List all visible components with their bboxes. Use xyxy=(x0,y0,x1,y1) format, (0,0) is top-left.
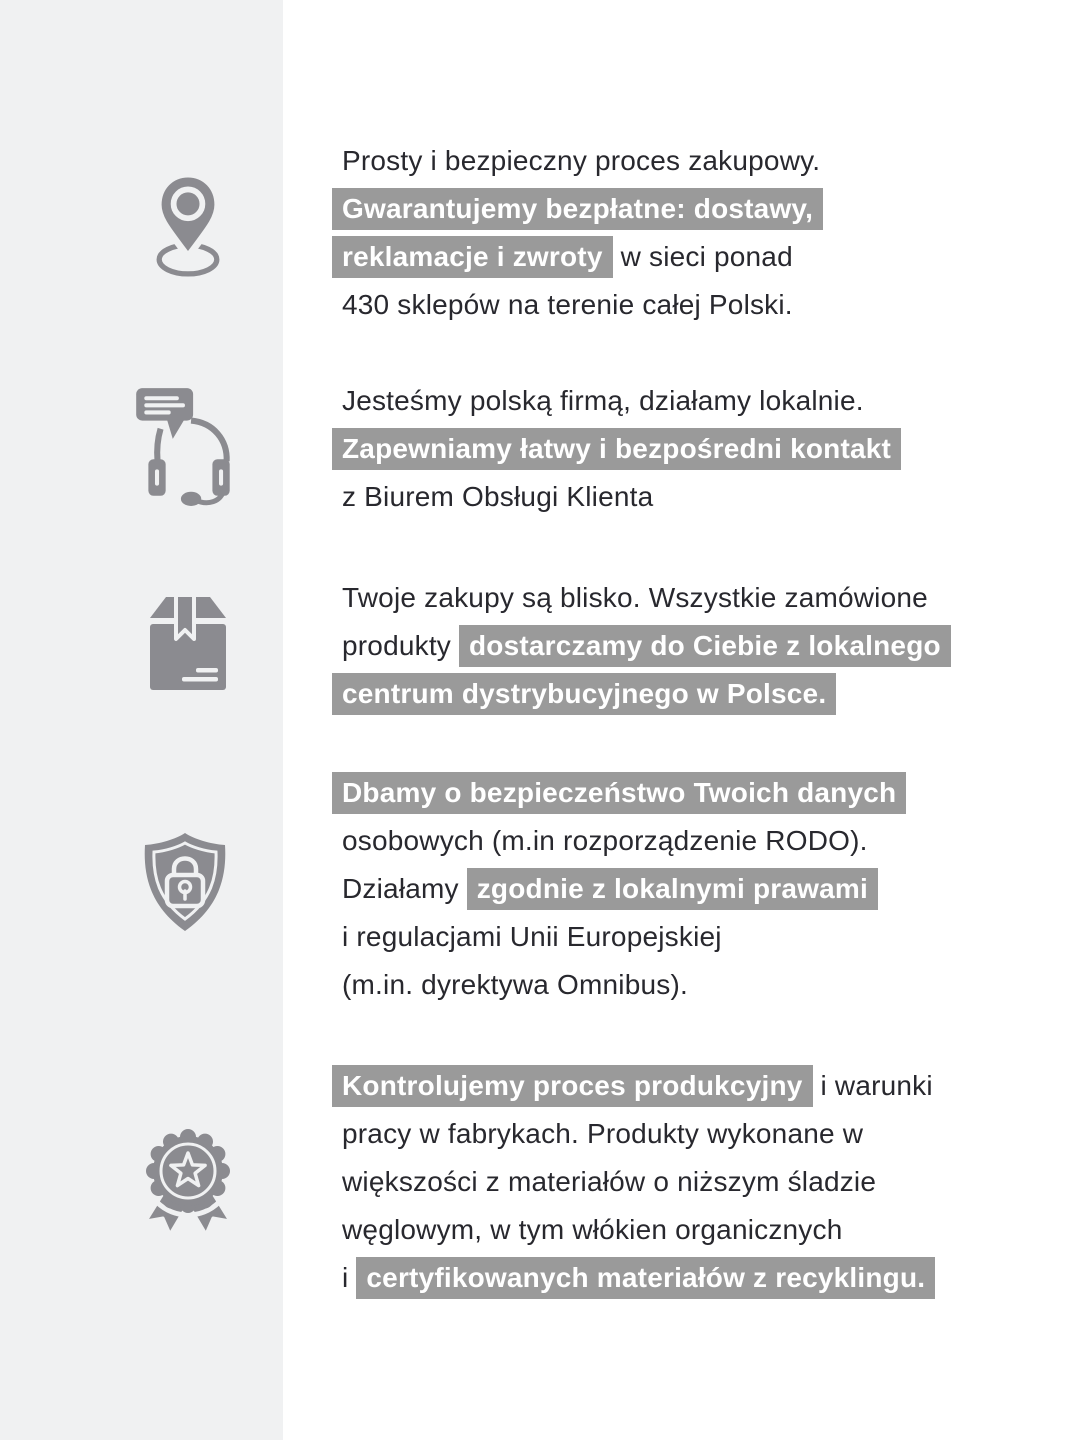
text-line xyxy=(332,817,1072,865)
section-icon xyxy=(148,592,228,692)
highlighted-text-run: Gwarantujemy bezpłatne: dostawy, xyxy=(332,188,823,230)
text-line xyxy=(332,473,1072,521)
text-line xyxy=(332,1062,1072,1110)
text-line xyxy=(332,1254,1072,1302)
section-icon xyxy=(138,830,232,934)
section-icon xyxy=(132,384,242,508)
section-icon xyxy=(136,1124,240,1236)
section-icon xyxy=(140,168,236,280)
shield-lock-icon xyxy=(138,830,232,934)
text-run: pracy w fabrykach. Produkty wykonane w xyxy=(342,1118,864,1149)
text-line xyxy=(332,961,1072,1009)
highlighted-text-run: reklamacje i zwroty xyxy=(332,236,613,278)
info-section-text xyxy=(332,137,1072,329)
text-line xyxy=(332,670,1072,718)
text-line xyxy=(332,1206,1072,1254)
highlighted-text-run: Dbamy o bezpieczeństwo Twoich danych xyxy=(332,772,906,814)
text-line xyxy=(332,622,1072,670)
text-line xyxy=(332,137,1072,185)
text-run: w sieci ponad xyxy=(612,241,793,272)
text-line xyxy=(332,574,1072,622)
highlighted-text-run: Zapewniamy łatwy i bezpośredni kontakt xyxy=(332,428,901,470)
text-run: i xyxy=(342,1262,357,1293)
highlighted-text-run: certyfikowanych materiałów z recyklingu. xyxy=(356,1257,935,1299)
text-line xyxy=(332,377,1072,425)
highlighted-text-run: dostarczamy do Ciebie z lokalnego xyxy=(459,625,951,667)
text-run: węglowym, w tym włókien organicznych xyxy=(342,1214,843,1245)
location-pin-icon xyxy=(140,168,236,280)
text-run: Jesteśmy polską firmą, działamy lokalnie. xyxy=(342,385,864,416)
info-section-text xyxy=(332,769,1072,1009)
text-line xyxy=(332,281,1072,329)
text-line xyxy=(332,865,1072,913)
award-badge-icon xyxy=(136,1124,240,1236)
text-line xyxy=(332,1158,1072,1206)
text-run: z Biurem Obsługi Klienta xyxy=(342,481,654,512)
text-run: produkty xyxy=(342,630,459,661)
text-run: (m.in. dyrektywa Omnibus). xyxy=(342,969,688,1000)
text-line xyxy=(332,913,1072,961)
text-run: osobowych (m.in rozporządzenie RODO). xyxy=(342,825,868,856)
text-run: i regulacjami Unii Europejskiej xyxy=(342,921,722,952)
chat-headset-icon xyxy=(132,384,242,508)
info-section-text xyxy=(332,377,1072,521)
info-section-text xyxy=(332,1062,1072,1302)
highlighted-text-run: Kontrolujemy proces produkcyjny xyxy=(332,1065,813,1107)
text-line xyxy=(332,233,1072,281)
highlighted-text-run: centrum dystrybucyjnego w Polsce. xyxy=(332,673,836,715)
text-run: Działamy xyxy=(342,873,467,904)
text-run: i warunki xyxy=(812,1070,933,1101)
package-box-icon xyxy=(148,592,228,692)
text-run: Twoje zakupy są blisko. Wszystkie zamówione xyxy=(342,582,928,613)
text-run: Prosty i bezpieczny proces zakupowy. xyxy=(342,145,821,176)
text-line xyxy=(332,425,1072,473)
highlighted-text-run: zgodnie z lokalnymi prawami xyxy=(467,868,878,910)
text-line xyxy=(332,1110,1072,1158)
text-line xyxy=(332,769,1072,817)
text-line xyxy=(332,185,1072,233)
info-section-text xyxy=(332,574,1072,718)
text-run: 430 sklepów na terenie całej Polski. xyxy=(342,289,793,320)
text-run: większości z materiałów o niższym śladzie xyxy=(342,1166,877,1197)
